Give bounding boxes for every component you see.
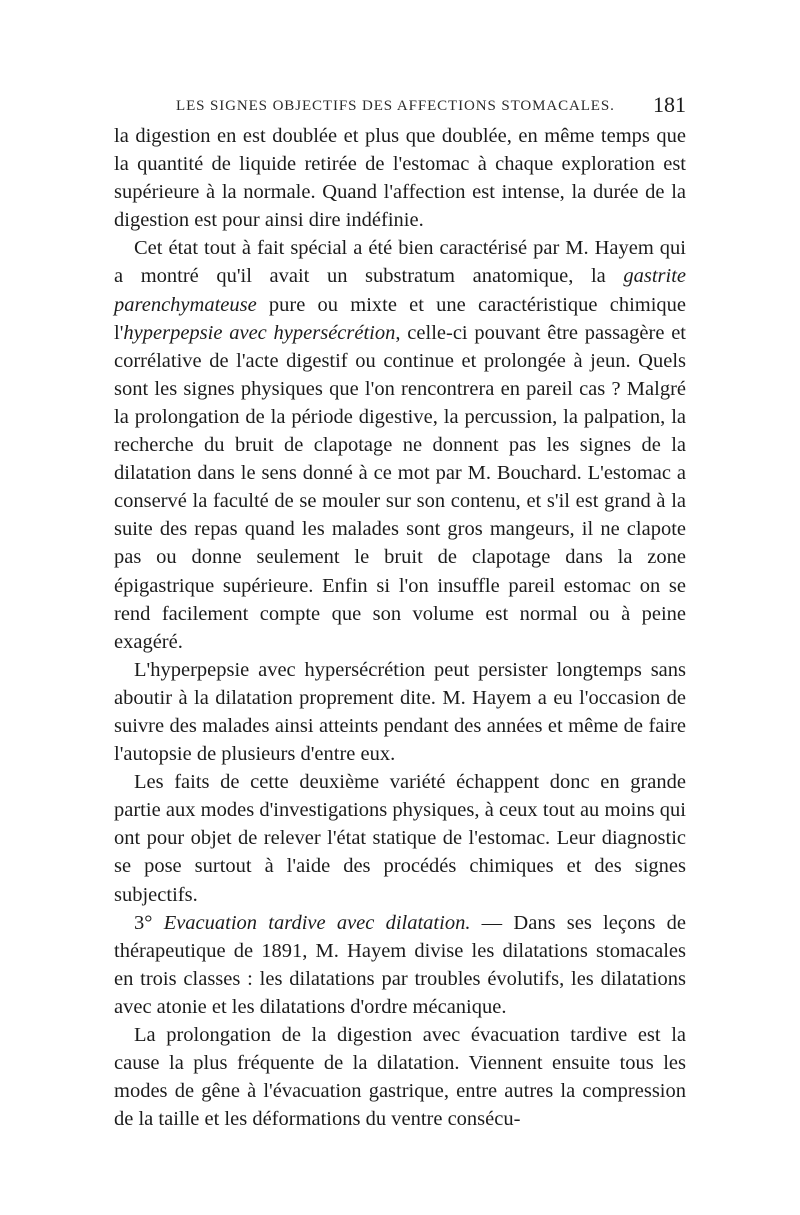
- italic-term-hyperpepsie: hyperpepsie avec hypersécrétion: [123, 321, 396, 344]
- paragraph-text: L'hyperpepsie avec hypersécrétion peut persister longtemps sans aboutir à la dilatation proprement dite. M. Hayem a eu l'occasion de suivre des malades ainsi atteints pendant des années et même de faire l'autopsie de plusieurs d'entre eux.: [114, 658, 686, 766]
- running-head: [114, 92, 686, 122]
- paragraph-text-part: — Dans ses leçons de thérapeutique de 1891, M. Hayem divise les dilatations stomacales en trois classes : les dilatations par troubles évolutifs, les dilatations avec atonie et les dilatations d'ordre mécanique.: [114, 911, 687, 1018]
- body-text: [114, 122, 686, 1133]
- paragraph-hyperpepsie: [114, 656, 686, 768]
- paragraph-hayem-gastrite: [114, 234, 686, 655]
- paragraph-prolongation: [114, 1021, 686, 1133]
- paragraph-text: Les faits de cette deuxième variété échappent donc en grande partie aux modes d'investigations physiques, à ceux tout au moins qui ont pour objet de relever l'état statique de l'estomac. Leur diagnostic se pose surtout à l'aide des procédés chimiques et des signes subjectifs.: [114, 771, 686, 906]
- paragraph-deuxieme-variete: [114, 768, 686, 908]
- paragraph-text-part: Cet état tout à fait spécial a été bien caractérisé par M. Hayem qui a montré qu'il avait un substratum anatomique, la: [114, 237, 686, 288]
- paragraph-text: La prolongation de la digestion avec évacuation tardive est la cause la plus fréquente de la dilatation. Viennent ensuite tous les modes de gêne à l'évacuation gastrique, entre autres la compression de la taille et les déformations du ventre consécu-: [114, 1024, 686, 1131]
- page-number: 181: [653, 92, 686, 117]
- italic-term-gastrite: gastrite parenchymateuse: [114, 265, 686, 316]
- paragraph-text-part: , celle-ci pouvant être passagère et corrélative de l'acte digestif ou continue et prolongée à jeun. Quels sont les signes physiques que l'on rencontrera en pareil cas ? Malgré la prolongation de la période digestive, la percussion, la palpation, la recherche du bruit de clapotage ne donnent pas les signes de la dilatation dans le sens donné à ce mot par M. Bouchard. L'estomac a conservé la faculté de se mouler sur son contenu, et s'il est grand à la suite des repas quand les malades sont gros mangeurs, il ne clapote pas ou donne seulement le bruit de clapotage dans la zone épigastrique supérieure. Enfin si l'on insuffle pareil estomac on se rend facilement compte que son volume est normal ou à peine exagéré.: [114, 321, 687, 653]
- book-page: [114, 92, 686, 1133]
- section-heading-italic: Evacuation tardive avec dilatation.: [163, 911, 471, 934]
- paragraph-continuation: [114, 122, 686, 234]
- paragraph-evacuation-tardive: [114, 909, 686, 1021]
- paragraph-text-part: pure ou mixte et une caractéristique chimique l': [114, 293, 686, 344]
- section-number: 3°: [134, 911, 164, 934]
- running-title: LES SIGNES OBJECTIFS DES AFFECTIONS STOMACALES.: [176, 98, 615, 114]
- paragraph-text: la digestion en est doublée et plus que doublée, en même temps que la quantité de liquide retirée de l'estomac à chaque exploration est supérieure à la normale. Quand l'affection est intense, la durée de la digestion est pour ainsi dire indéfinie.: [114, 125, 686, 232]
